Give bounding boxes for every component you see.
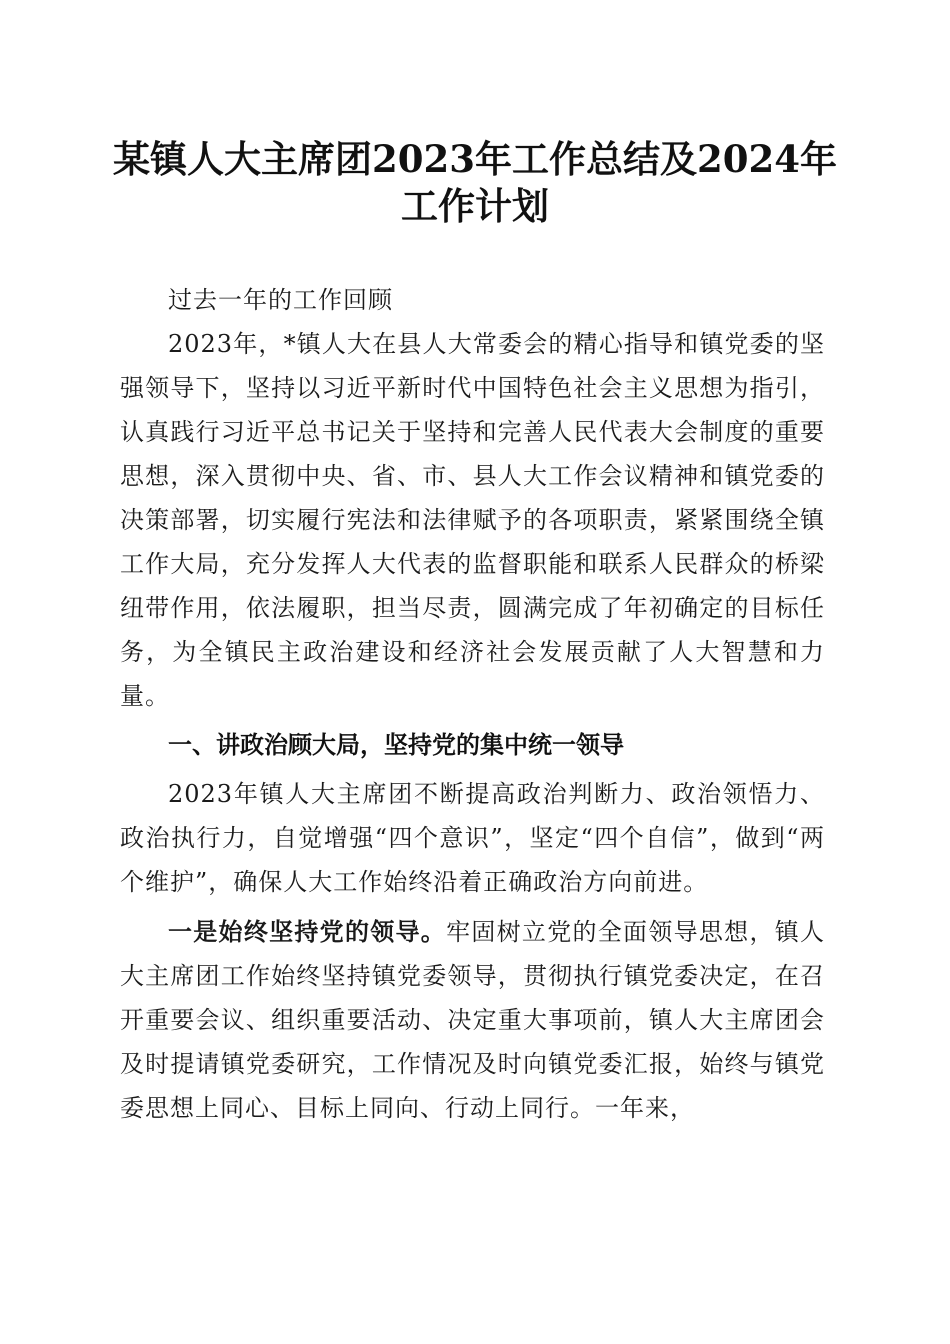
paragraph-politics: 2023年镇人大主席团不断提高政治判断力、政治领悟力、政治执行力，自觉增强“四个意识”，坚定“四个自信”，做到“两个维护”，确保人大工作始终沿着正确政治方向前进。 bbox=[120, 780, 825, 896]
paragraph-party-leadership bbox=[120, 910, 825, 1130]
document-body bbox=[120, 278, 825, 1130]
paragraph-lead-phrase: 一是始终坚持党的领导。 bbox=[168, 917, 447, 946]
paragraph-lead-body: 牢固树立党的全面领导思想，镇人大主席团工作始终坚持镇党委领导，贯彻执行镇党委决定，在召开重要会议、组织重要活动、决定重大事项前，镇人大主席团会及时提请镇党委研究，工作情况及时向镇党委汇报，始终与镇党委思想上同心、目标上同向、行动上同行。一年来， bbox=[120, 918, 826, 1122]
section-heading-1: 一、讲政治顾大局，坚持党的集中统一领导 bbox=[168, 731, 624, 759]
paragraph-summary: 2023年，*镇人大在县人大常委会的精心指导和镇党委的坚强领导下，坚持以习近平新时代中国特色社会主义思想为指引，认真践行习近平总书记关于坚持和完善人民代表大会制度的重要思想，深入贯彻中央、省、市、县人大工作会议精神和镇党委的决策部署，切实履行宪法和法律赋予的各项职责，紧紧围绕全镇工作大局，充分发挥人大代表的监督职能和联系人民群众的桥梁纽带作用，依法履职，担当尽责，圆满完成了年初确定的目标任务，为全镇民主政治建设和经济社会发展贡献了人大智慧和力量。 bbox=[120, 330, 825, 710]
paragraph-review-intro: 过去一年的工作回顾 bbox=[168, 286, 393, 314]
document-title: 某镇人大主席团2023年工作总结及2024年工作计划 bbox=[113, 137, 837, 228]
